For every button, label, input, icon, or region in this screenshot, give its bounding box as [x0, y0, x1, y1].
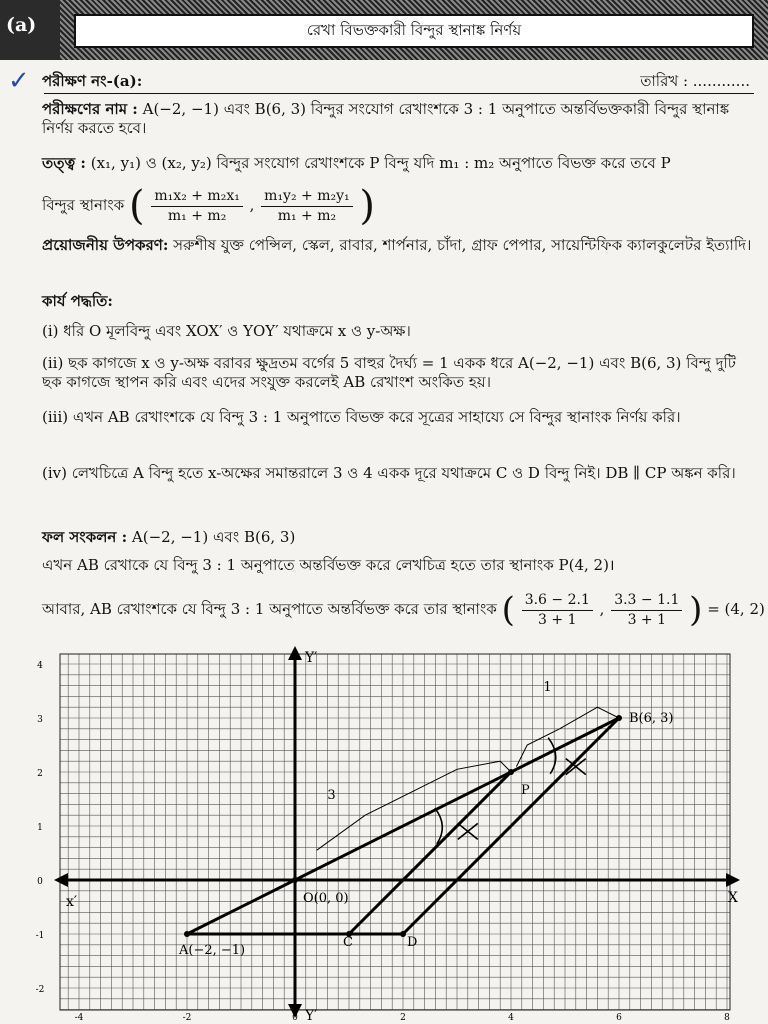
result-line-2: আবার, AB রেখাংশকে যে বিন্দু 3 : 1 অনুপাতে অন্তর্বিভক্ত করে তার স্থানাংক ( $\frac{3.6 - 2.1}{3 + 1}$ , $\frac{3.3 - 1.1}{3 + 1}$ ) = (4, 2) [42, 590, 765, 630]
point-O [292, 877, 298, 883]
point-P [508, 769, 514, 775]
step-4: (iv) লেখচিত্রে A বিন্দু হতে x-অক্ষের সমান্তরালে 3 ও 4 একক দূরে যথাক্রমে C ও D বিন্দু নিই। DB ∥ CP অঙ্কন করি। [42, 464, 736, 482]
y-tick-label: 4 [37, 661, 43, 671]
y-arrow-up [288, 646, 302, 660]
header-bar [0, 0, 768, 60]
result-heading-line [42, 528, 758, 547]
result-value: = (4, 2) [707, 600, 765, 618]
theory-label: তত্ত্ব : [42, 154, 86, 172]
x-tick-label: 6 [616, 1013, 622, 1023]
step-1: (i) ধরি O মূলবিন্দু এবং XOX′ ও YOY′ যথাক্রমে x ও y-অক্ষ। [42, 322, 411, 340]
result-frac-y: $\frac{3.3 - 1.1}{3 + 1}$ [611, 591, 682, 630]
page-title: রেখা বিভক্তকারী বিন্দুর স্থানাঙ্ক নির্ণয় [74, 14, 754, 48]
x-tick-label: 8 [724, 1013, 730, 1023]
x-arrow-right [726, 873, 740, 887]
materials-text: সরুশীষ যুক্ত পেন্সিল, স্কেল, রাবার, শার্পনার, চাঁদা, গ্রাফ পেপার, সায়েন্টিফিক ক্যালকুলেটর ইত্যাদি। [173, 236, 752, 254]
grid [60, 654, 730, 1010]
y-tick-label: -2 [35, 985, 45, 995]
y-axis-bottom-label: Y′ [305, 1008, 318, 1024]
point-B [616, 715, 622, 721]
date-field: তারিখ : ............ [640, 72, 750, 90]
result-text: A(−2, −1) এবং B(6, 3) [131, 528, 296, 546]
graph-paper [0, 640, 768, 1024]
point-C-label: C [343, 935, 353, 950]
materials [42, 236, 758, 255]
theory-point-label: বিন্দুর স্থানাংক [42, 196, 125, 214]
point-B-label: B(6, 3) [629, 711, 674, 726]
theory-formula-line: বিন্দুর স্থানাংক ( $\frac{\text{m₁x₂ + m₂x₁}}{\text{m₁ + m₂}}$ , $\frac{\text{m₁y₂ + m₂y₁}}{\text{m₁ + m₂}}$ ) [42, 183, 376, 229]
step-3: (iii) এখন AB রেখাংশকে যে বিন্দু 3 : 1 অনুপাতে বিভক্ত করে সূত্রের সাহায্যে সে বিন্দুর স্থানাংক নির্ণয় করি। [42, 408, 681, 426]
section-label: (a) [6, 14, 37, 36]
result-frac-x: $\frac{3.6 - 2.1}{3 + 1}$ [522, 591, 593, 630]
procedure-heading: কার্য পদ্ধতি: [42, 292, 113, 310]
x-tick-label: -2 [182, 1013, 192, 1023]
x-arrow-left [54, 873, 68, 887]
x-tick-label: 2 [400, 1013, 406, 1023]
axes [54, 646, 740, 1018]
point-D-label: D [407, 935, 418, 950]
point-A-label: A(−2, −1) [179, 943, 246, 958]
experiment-line [42, 72, 758, 91]
origin-label: O(0, 0) [303, 891, 349, 906]
brace-1 [516, 707, 619, 766]
x-tick-label: 0 [292, 1013, 298, 1023]
materials-label: প্রয়োজনীয় উপকরণ: [42, 236, 169, 254]
brace-1-label: 1 [543, 680, 552, 695]
arc-mark-2 [548, 738, 556, 774]
point-A [184, 931, 190, 937]
result-line-1: এখন AB রেখাকে যে বিন্দু 3 : 1 অনুপাতে অন্তর্বিভক্ত করে লেখচিত্র হতে তার স্থানাংক P(4, 2)। [42, 556, 615, 574]
y-tick-label: 1 [37, 823, 43, 833]
step-2: (ii) ছক কাগজে x ও y-অক্ষ বরাবর ক্ষুদ্রতম বর্গের 5 বাহুর দৈর্ঘ্য = 1 একক ধরে A(−2, −1) এবং B(6, 3) বিন্দু দুটি ছক কাগজে স্থাপন করি এবং এদের সংযুক্ত করলেই AB রেখাংশ অংকিত হয়। [42, 354, 736, 391]
formula-x: $\frac{\text{m₁x₂ + m₂x₁}}{\text{m₁ + m₂}}$ [151, 187, 242, 226]
result-label: ফল সংকলন : [42, 528, 128, 546]
x-tick-label: 4 [508, 1013, 514, 1023]
name-label: পরীক্ষণের নাম : [42, 100, 138, 118]
point-D [400, 931, 406, 937]
experiment-name [42, 100, 758, 138]
formula-y: $\frac{\text{m₁y₂ + m₂y₁}}{\text{m₁ + m₂}}$ [261, 187, 352, 226]
y-tick-label: 3 [37, 715, 43, 725]
x-tick-label: -4 [74, 1013, 84, 1023]
theory-text: (x₁, y₁) ও (x₂, y₂) বিন্দুর সংযোগ রেখাংশকে P বিন্দু যদি m₁ : m₂ অনুপাতে বিভক্ত করে তবে P [90, 154, 671, 172]
point-P-label: P [521, 783, 530, 798]
line-CP [349, 772, 511, 934]
name-text: A(−2, −1) এবং B(6, 3) বিন্দুর সংযোগ রেখাংশকে 3 : 1 অনুপাতে অন্তর্বিভক্তকারী বিন্দুর স্থানাঙ্ক নির্ণয় করতে হবে। [42, 100, 730, 137]
y-tick-label: -1 [35, 931, 45, 941]
x-axis-right-label: X [728, 890, 738, 906]
y-axis-top-label: Y′ [305, 650, 318, 666]
theory-line [42, 154, 758, 173]
brace-3-label: 3 [327, 788, 336, 803]
experiment-label: পরীক্ষণ নং-(a): [42, 72, 143, 90]
x-axis-left-label: x′ [66, 894, 78, 910]
underline [44, 93, 754, 94]
y-tick-label: 2 [37, 769, 43, 779]
checkmark-icon: ✓ [8, 66, 30, 96]
y-tick-label: 0 [37, 877, 43, 887]
